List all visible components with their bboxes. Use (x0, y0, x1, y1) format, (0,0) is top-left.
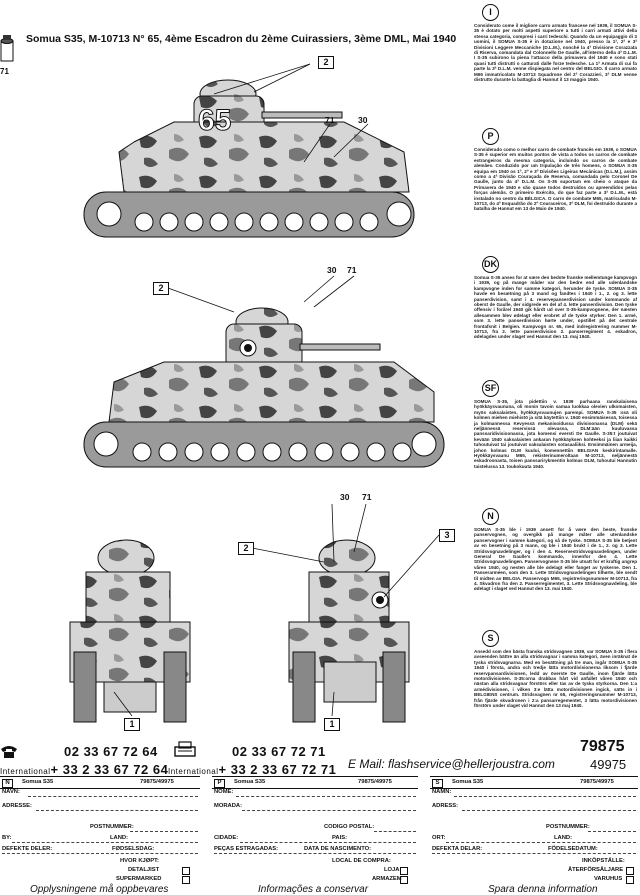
label-purchase: INKÖPSTÄLLE: (582, 858, 625, 864)
field-name[interactable] (454, 796, 636, 797)
flag-badge: P (214, 779, 225, 788)
field-postcode[interactable] (130, 831, 198, 832)
checkbox-shop[interactable] (400, 867, 408, 875)
form-header (0, 776, 200, 789)
form-footer-norwegian: Opplysningene må oppbevares (30, 884, 169, 895)
lang-badge-s: S (482, 630, 499, 647)
label-address: ADRESS: (432, 803, 459, 809)
label-department-store: VARUHUS (594, 876, 623, 882)
label-retailer: ÅTERFÖRSÄLJARE (568, 867, 624, 873)
fax-intl-number: + 33 2 33 67 72 71 (218, 762, 337, 777)
callout-30-top: 30 (358, 115, 368, 125)
field-city[interactable] (446, 842, 636, 843)
checkbox-retailer[interactable] (182, 867, 190, 875)
callout-1-front: 1 (324, 718, 340, 731)
form-footer-swedish: Spara denna information (488, 884, 598, 895)
callout-30-front: 30 (340, 492, 350, 502)
label-name: NOME: (214, 789, 234, 795)
callout-3-front: 3 (439, 529, 455, 542)
form-product: Somua S35 (234, 779, 266, 785)
callout-2-middle: 2 (153, 282, 169, 295)
fax-intl-label: International (168, 767, 219, 776)
fax-international (168, 762, 336, 777)
callout-71-top: 71 (325, 115, 335, 125)
label-defective: DEFEKTE DELER: (2, 846, 53, 852)
lang-block-finnish (474, 378, 637, 469)
callout-71-front: 71 (362, 492, 372, 502)
lang-badge-p: P (482, 128, 499, 145)
label-birthdate: DATA DE NASCIMENTO: (304, 846, 372, 852)
label-purchase: LOCAL DE COMPRA: (332, 858, 391, 864)
phone-icon (0, 745, 18, 759)
label-retailer: DETALJIST (128, 867, 160, 873)
fax-local: 02 33 67 72 71 (232, 744, 326, 759)
lang-text-portuguese: Considerado como o melhor carro de combate francês em 1939, o SOMUA S-35 é superior em muitos pontos de vista a todos os carros de combate estrangeiros da mesma categoria, incluindo os carros de combate alemães. Conduzido por um tripulação de três homens, o SOMUA S-35 equipa em 1940 os 1º, 2º e 3º Divisões Ligeiras Mecânicas (D.L.M.), assim como a 4ª Divisão Couraçada de Reserva, comandada pelo Coronel De Gaulle, junto da 4ª D.L.M. Os S-35 suportam em cheio o ataque da Primavera de 1940 e são quase todos destruídos ou apreendidos pelas forças alemãs. O primeiro Exército, do que faz parte a 3ª D.L.M., está instalado no centro da BÉLGICA. O carro de combate M65, matriculado M-10713, do 4º Esquadrão do 2º Couraceiros, 3º DLM, foi destruído durante a batalha de Hannut em 13 de Maio de 1940. (474, 147, 637, 212)
field-address[interactable] (242, 810, 416, 811)
tank-side-view-1 (84, 80, 414, 237)
field-postcode[interactable] (588, 831, 636, 832)
checkbox-warehouse[interactable] (400, 876, 408, 884)
phone-intl-label: International (0, 767, 51, 776)
reference-alt: 49975 (590, 757, 627, 772)
label-name: NAMN: (432, 789, 452, 795)
form-norwegian (0, 776, 200, 895)
lang-block-norwegian (474, 506, 637, 592)
fax-icon (174, 741, 196, 757)
field-address[interactable] (462, 810, 636, 811)
lang-text-italian: Considerato come il migliore carro armato francese nel 1939, il SOMUA S-35 è dotato per molti aspetti superiore a tutti i carri armati attivi della stessa categoria, compresi i carri tedeschi. Quando da un equipaggio di 3 uomini, il SOMUA S-35 è in dotazione nel 1940, presso la 1ª, 2ª e 3ª Divisioni Leggere Meccaniche (D.L.M.), nonché la 4ª Divisione Corazzata di Riserva, comandata dal Colonnello De Gaulle, all'interno della 4ª D.L.M. I S-35 subirono la piena l'attacco della primavera del 1940 e sono stati quasi tutti distrutti o catturati dalle forze tedesche. La 1ª Armata di cui fa parte la 3ª D.L.M. venne dispiegata nel centro del BELGIO. Il carro armato M65 immatricolato M-10713 Squadrone del 2ª Corazzieri, 3ª DLM venne distrutto durante la battaglia di Hannut il 13 maggio 1940. (474, 23, 637, 83)
lang-block-swedish (474, 628, 637, 708)
phone-intl-number: + 33 2 33 67 72 64 (50, 762, 169, 777)
label-country: LAND: (554, 835, 573, 841)
form-header (212, 776, 418, 789)
label-defective: DEFEKTA DELAR: (432, 846, 483, 852)
tank-drawings (14, 52, 462, 738)
field-postcode[interactable] (374, 831, 416, 832)
label-city: BY: (2, 835, 12, 841)
phone-local: 02 33 67 72 64 (64, 744, 158, 759)
label-postcode: CODIGO POSTAL: (324, 824, 375, 830)
tank-front-view (289, 540, 409, 722)
reference-main: 79875 (580, 738, 625, 755)
form-product: Somua S35 (22, 779, 54, 785)
lang-badge-i: I (482, 4, 499, 21)
callout-30-middle: 30 (327, 265, 337, 275)
field-defective[interactable] (432, 853, 636, 854)
callout-2-top: 2 (318, 56, 334, 69)
label-country: LAND: (110, 835, 129, 841)
label-country: PAIS: (332, 835, 348, 841)
lang-badge-sf: SF (482, 380, 499, 397)
label-address: ADRESSE: (2, 803, 32, 809)
label-supermarket: SUPERMARKED (116, 876, 162, 882)
form-swedish (430, 776, 638, 895)
language-column (474, 0, 637, 760)
paint-number: 71 (0, 67, 9, 76)
label-city: CIDADE: (214, 835, 239, 841)
turret-number: 65 (198, 104, 232, 137)
lang-block-danish (474, 254, 637, 340)
field-address[interactable] (36, 810, 198, 811)
lang-block-italian (474, 2, 637, 82)
form-ref: 79875/49975 (358, 779, 392, 785)
checkbox-department-store[interactable] (626, 876, 634, 884)
flag-badge: N (2, 779, 13, 788)
label-shop: LOJA (384, 867, 400, 873)
label-postcode: POSTNUMMER: (546, 824, 590, 830)
flag-badge: S (432, 779, 443, 788)
field-defective[interactable] (2, 853, 198, 854)
lang-text-swedish: Ansedd som den bästa franska stridsvagnen 1939, var SOMUA S-35 i flera avseenden bättre än alla stridsvagnar i samma kategori, även inräknat de tyska stridsvagnarna. Med en besättning på tre man, ingår SOMUA S-35 1940 i första, andra och tredje lätta motordivisionerna liksom i fjärde reservpansardivisionen, ledd av överste De Gaulle, inom fjärde lätta motordivisionen. S-35:orna drabbas hårt vid anfallet våren 1940 och nästan alla stridsvagnar förstörs eller tas av de tyska styrkorna. Den 1:a armédivisionen, i vilken 3:e lätta motordivisionen ingick, sätts in i BELGIENS centrum. Stridsvagnen nr 65, registreringsnummer M-10713, från fjärde skvadronen i 2:a pansarregementet, 3 lätta motordivisionen förstörs under slaget vid Hannut den 13 maj 1940. (474, 649, 637, 709)
paint-can-icon (0, 33, 14, 69)
lang-text-danish: Somua S-35 anses for at være den bedste franske mellemtunge kampvogn i 1939, og på mange måder var den bedre end alle udenlandske kampvogne inden for samme kategori, herunder de tyske. SOMUA S-35 havde en besætning på 3 mand og fandtes i 1940 i 1., 2. og 3. lette panserdivision, samt i 4. reservepanserdivision under kommando af oberst de Gaulle, der sidgrede en del af 4. lette panserdivision. Den tyske offensiv i forårel 1940 gik hårdt ud over S-35-kampvognene, der næsten allesammen blev ødelagt eller erobret af de tyske styrker. Den 1. armé, som 3. lette panserdivision hørte under, opstillet på det centrale frontafsnit i Belgien. Kampvogn nr. 65, med indregistrering nummer M-10713, fra 2. lette panserdivision 2. panserregiment 4. eskadron, ødelagdes under slaget ved Hannut den 13. maj 1940. (474, 275, 637, 340)
field-city[interactable] (12, 842, 198, 843)
checkbox-supermarket[interactable] (182, 876, 190, 884)
lang-block-portuguese (474, 126, 637, 212)
label-name: NAVN: (2, 789, 20, 795)
field-name[interactable] (28, 796, 198, 797)
label-warehouse: ARMAZEM (372, 876, 402, 882)
page-title: Somua S35, M-10713 N° 65, 4ème Escadron du 2ème Cuirassiers, 3ème DML, Mai 1940 (26, 33, 457, 45)
phone-international (0, 762, 168, 777)
callout-1-rear: 1 (124, 718, 140, 731)
callout-71-middle: 71 (347, 265, 357, 275)
email-address[interactable]: E Mail: flashservice@hellerjoustra.com (348, 757, 555, 771)
label-city: ORT: (432, 835, 446, 841)
field-city[interactable] (240, 842, 416, 843)
label-birthdate: FÖDELSEDATUM: (548, 846, 598, 852)
tank-side-view-2 (84, 308, 444, 467)
form-ref: 79875/49975 (140, 779, 174, 785)
label-defective: PEÇAS ESTRAGADAS: (214, 846, 279, 852)
label-birthdate: FØDSELSDAG: (112, 846, 155, 852)
callout-2-front: 2 (238, 542, 254, 555)
lang-badge-dk: DK (482, 256, 499, 273)
form-portuguese (212, 776, 418, 895)
label-address: MORADA: (214, 803, 243, 809)
form-header (430, 776, 638, 789)
form-ref: 79875/49975 (580, 779, 614, 785)
lang-text-finnish: SOMUA S-35, jota pidettiin v. 1939 parhaana ranskalaisena hyökkäysvaununa, oli monin tavoin samaa luokkaa olevien ulkomaisten, myös saksalaisten, hyökkäysvaunujen parempi. SOMUA S-35 :ssä oli kolmen miehen miehistö ja sitä käytettiin v. 1940 ensimmäisessä, toisessa ja kolmannessa Kevyessä mekanisoidussa divisioonassa (DLM) sekä neljännessä reservissä olevassa, DLM:ään kuuluvassa panssaridivisioonassa, jota komensi eversti De Gaulle. S-35:t joutuivat kevään 1940 saksalaisten ankaran hyökkäyksen kohteeksi ja liian kaikki tuhoutuivat tai joutuivat saksalaisten sotasaaliiksi. Ensimmäinen armeija, johon kolmas DLM kuului, komennettiin BELGIAN keskirintamalle. Hyökkäysvaunu M65, rekisterinumeroltaan M-10713, neljännestä eskadroonasta, toisen panssarirykmentin kolmas DLM, tuhoutui Hannutin taistelussa 13. toukokuuta 1940. (474, 399, 637, 469)
label-postcode: POSTNUMMER: (90, 824, 134, 830)
lang-text-norwegian: SOMUA S-35 ble i 1939 ansett for å være den beste, franske panservognen, og overgikk på mange måter alle utenlandske panservogner i samme kategori, og så de tyske. SOMUA S-35 ble betjent av en besetning på 3 mann, og ble i 1940 brukt i de 1., 2. og 3. Lette Stridsvognavdelinger, og i den 4. Reservestridsvognavdelingen, under General De Gaulle's kommando, innenfor den 4. Lette Stridsvognavdelingen. Panservognene S-35 ble utsatt for et kraftig angrep våren 1940, og nesten alle ble ødelagt eller fanget av tyskerne. Den 1. Panserarméen, som den 3. Lette Stridsvognavdelingen tilhørte, ble sendt til midten av BELGIA. Panservogn M65, registreringsnummer M-10713, fra 4. Skvadron fra den 2. Panserregimentet, 3. Lette Stridsvognavdeling, ble ødelagt i slaget ved Hannut den 13. mai 1940. (474, 527, 637, 592)
checkbox-retailer[interactable] (626, 867, 634, 875)
tank-rear-view (70, 540, 190, 722)
form-product: Somua S35 (452, 779, 484, 785)
label-purchase: HVOR KJØPT: (120, 858, 159, 864)
field-defective[interactable] (214, 853, 416, 854)
lang-badge-n: N (482, 508, 499, 525)
field-name[interactable] (236, 796, 416, 797)
form-footer-portuguese: Informações a conservar (258, 884, 369, 895)
